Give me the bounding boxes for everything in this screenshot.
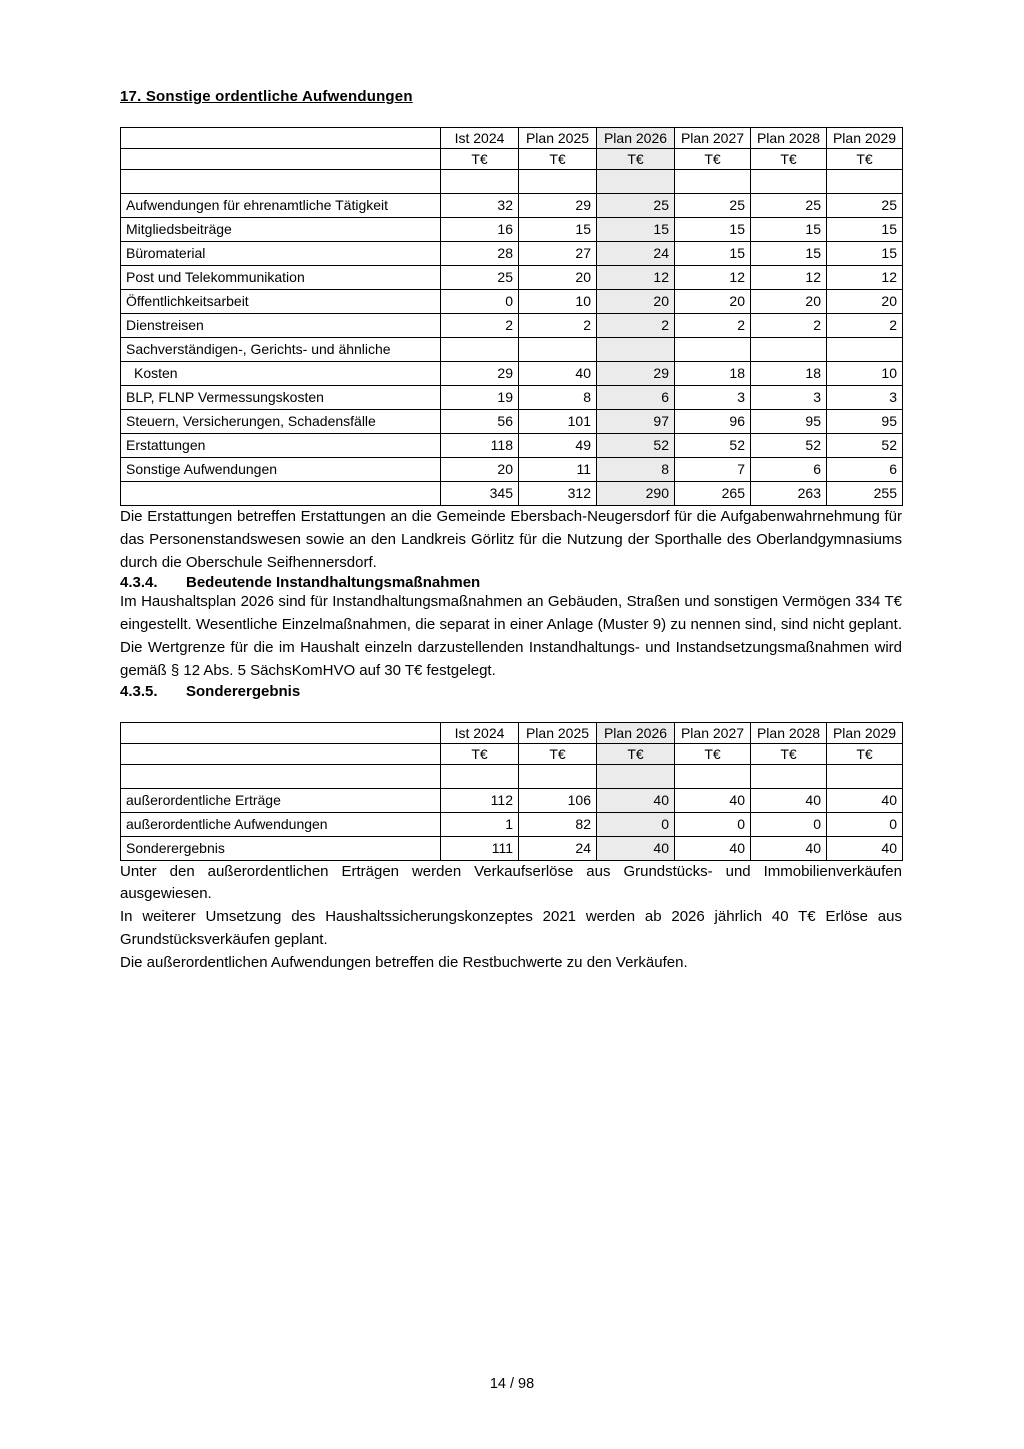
row-value: 95 [751,410,827,434]
row-value: 20 [827,290,903,314]
heading-4-3-5 [120,683,902,700]
paragraph-instandhaltung: Im Haushaltsplan 2026 sind für Instandhaltungsmaßnahmen an Gebäuden, Straßen und sonstigen Vermögen 334 T€ eingestellt. Wesentliche Einzelmaßnahmen, die separat in einer Anlage (Muster 9) zu nennen sind, sind nicht geplant. Die Wertgrenze für die im Haushalt einzeln darzustellenden Instandhaltungs- und Instandsetzungsmaßnahmen wird gemäß § 12 Abs. 5 SächsKomHVO auf 30 T€ festgelegt. [120,593,902,679]
unit-cell-2: T€ [519,743,597,764]
table-row [121,410,903,434]
unit-cell-2: T€ [519,149,597,170]
row-value: 20 [751,290,827,314]
row-value: 20 [597,290,675,314]
heading-4-3-5-text: Sonderergebnis [186,682,301,700]
spacer-cell [441,764,519,788]
row-value [441,338,519,362]
row-value: 40 [827,788,903,812]
total-value: 111 [441,836,519,860]
header-cell-plan-2029: Plan 2029 [827,128,903,149]
row-value: 19 [441,386,519,410]
row-value: 20 [675,290,751,314]
header-cell-plan-2028: Plan 2028 [751,128,827,149]
row-value: 52 [597,434,675,458]
header-cell-plan-2025: Plan 2025 [519,128,597,149]
table-header-row [121,128,903,149]
table-spacer-row [121,170,903,194]
row-value: 29 [597,362,675,386]
row-label: Dienstreisen [121,314,441,338]
row-value: 12 [597,266,675,290]
row-label: Aufwendungen für ehrenamtliche Tätigkeit [121,194,441,218]
row-label: Büromaterial [121,242,441,266]
total-value: 40 [675,836,751,860]
row-value: 0 [441,290,519,314]
table-header-row [121,722,903,743]
table-row [121,812,903,836]
row-value: 20 [441,458,519,482]
row-value: 25 [675,194,751,218]
table-row [121,266,903,290]
row-value: 96 [675,410,751,434]
spacer-cell [675,170,751,194]
row-value: 112 [441,788,519,812]
row-value: 40 [519,362,597,386]
row-label: Erstattungen [121,434,441,458]
spacer-cell [121,764,441,788]
row-value: 12 [751,266,827,290]
unit-cell-4: T€ [675,743,751,764]
total-value: 263 [751,482,827,506]
row-value [675,338,751,362]
header-cell-plan-2026: Plan 2026 [597,128,675,149]
row-value: 40 [751,788,827,812]
row-value: 97 [597,410,675,434]
heading-4-3-4-text: Bedeutende Instandhaltungsmaßnahmen [186,574,481,592]
row-value: 2 [597,314,675,338]
unit-cell-empty [121,743,441,764]
total-value: 290 [597,482,675,506]
row-value: 101 [519,410,597,434]
row-value: 10 [519,290,597,314]
row-label: Sonstige Aufwendungen [121,458,441,482]
spacer-cell [597,764,675,788]
row-value: 52 [751,434,827,458]
total-label: Sonderergebnis [121,836,441,860]
table-sonstige-ordentliche-aufwendungen [120,127,903,506]
row-value: 2 [519,314,597,338]
table-unit-row [121,743,903,764]
row-value: 118 [441,434,519,458]
total-value: 40 [827,836,903,860]
table-row [121,434,903,458]
total-value: 255 [827,482,903,506]
row-value: 106 [519,788,597,812]
row-label: Post und Telekommunikation [121,266,441,290]
header-cell-empty [121,128,441,149]
spacer-cell [827,764,903,788]
paragraph-haushaltssicherung: In weiterer Umsetzung des Haushaltssicherungskonzeptes 2021 werden ab 2026 jährlich 40 T€ Erlöse aus Grundstücksverkäufen geplant. [120,908,902,948]
row-value: 6 [751,458,827,482]
row-value: 56 [441,410,519,434]
row-value: 32 [441,194,519,218]
unit-cell-3: T€ [597,743,675,764]
unit-cell-6: T€ [827,743,903,764]
row-value: 15 [519,218,597,242]
table-row [121,386,903,410]
unit-cell-4: T€ [675,149,751,170]
spacer-cell [441,170,519,194]
row-value: 7 [675,458,751,482]
row-label: außerordentliche Erträge [121,788,441,812]
table-total-row [121,836,903,860]
row-label: außerordentliche Aufwendungen [121,812,441,836]
row-value: 49 [519,434,597,458]
row-value: 15 [751,242,827,266]
unit-cell-1: T€ [441,149,519,170]
spacer-cell [519,170,597,194]
header-cell-empty [121,722,441,743]
paragraph-erstattungen: Die Erstattungen betreffen Erstattungen an die Gemeinde Ebersbach-Neugersdorf für die Aufgabenwahrnehmung für das Personenstandswesen sowie an den Landkreis Görlitz für die Nutzung der Sporthalle des Oberlandgymnasiums durch die Oberschule Seifhennersdorf. [120,508,902,571]
spacer-cell [597,170,675,194]
table-sonderergebnis [120,722,903,861]
row-value [827,338,903,362]
row-value: 2 [827,314,903,338]
page-title: 17. Sonstige ordentliche Aufwendungen [120,88,413,105]
row-value: 40 [675,788,751,812]
row-value: 1 [441,812,519,836]
row-value: 15 [675,242,751,266]
table-row [121,458,903,482]
paragraph-restbuchwerte: Die außerordentlichen Aufwendungen betreffen die Restbuchwerte zu den Verkäufen. [120,953,688,971]
heading-4-3-4-number: 4.3.4. [120,574,158,592]
row-value: 0 [597,812,675,836]
row-value: 25 [597,194,675,218]
row-value: 29 [441,362,519,386]
table-spacer-row [121,764,903,788]
total-value: 265 [675,482,751,506]
unit-cell-1: T€ [441,743,519,764]
row-value: 12 [827,266,903,290]
row-value: 11 [519,458,597,482]
row-value: 3 [827,386,903,410]
total-value: 40 [751,836,827,860]
row-value: 0 [827,812,903,836]
row-value: 25 [441,266,519,290]
row-value: 3 [751,386,827,410]
row-value: 24 [597,242,675,266]
row-value: 8 [597,458,675,482]
row-value: 18 [751,362,827,386]
row-value [519,338,597,362]
row-value: 10 [827,362,903,386]
table-unit-row [121,149,903,170]
spacer-cell [675,764,751,788]
row-value: 25 [827,194,903,218]
total-label [121,482,441,506]
row-label: Mitgliedsbeiträge [121,218,441,242]
table-row [121,338,903,362]
unit-cell-5: T€ [751,743,827,764]
unit-cell-5: T€ [751,149,827,170]
table-total-row [121,482,903,506]
unit-cell-3: T€ [597,149,675,170]
row-label: Sachverständigen-, Gerichts- und ähnliche [121,338,441,362]
row-value: 52 [827,434,903,458]
table-row [121,218,903,242]
row-label: Kosten [134,365,178,381]
row-value: 2 [675,314,751,338]
table-row [121,290,903,314]
table-row [121,362,903,386]
total-value: 40 [597,836,675,860]
row-value: 15 [675,218,751,242]
row-value: 52 [675,434,751,458]
row-value: 28 [441,242,519,266]
spacer-cell [121,170,441,194]
row-label: BLP, FLNP Vermessungskosten [121,386,441,410]
row-value: 0 [751,812,827,836]
row-value: 20 [519,266,597,290]
row-value: 15 [751,218,827,242]
unit-cell-empty [121,149,441,170]
header-cell-plan-2026: Plan 2026 [597,722,675,743]
spacer-cell [519,764,597,788]
total-value: 345 [441,482,519,506]
header-cell-plan-2028: Plan 2028 [751,722,827,743]
row-value: 29 [519,194,597,218]
spacer-cell [827,170,903,194]
page-content [120,88,902,975]
row-value: 15 [827,218,903,242]
header-cell-plan-2025: Plan 2025 [519,722,597,743]
row-value: 16 [441,218,519,242]
table-row [121,242,903,266]
heading-4-3-5-number: 4.3.5. [120,682,158,700]
row-value: 0 [675,812,751,836]
row-value: 40 [597,788,675,812]
page-footer: 14 / 98 [489,1376,535,1392]
header-cell-ist-2024: Ist 2024 [441,128,519,149]
row-value: 8 [519,386,597,410]
table-row [121,194,903,218]
table-row [121,788,903,812]
heading-4-3-4 [120,574,902,591]
row-value: 95 [827,410,903,434]
header-cell-plan-2027: Plan 2027 [675,722,751,743]
row-value: 6 [597,386,675,410]
row-value: 18 [675,362,751,386]
row-value: 2 [751,314,827,338]
header-cell-plan-2029: Plan 2029 [827,722,903,743]
row-value: 2 [441,314,519,338]
table-row [121,314,903,338]
unit-cell-6: T€ [827,149,903,170]
row-label: Öffentlichkeitsarbeit [121,290,441,314]
row-value: 12 [675,266,751,290]
total-value: 312 [519,482,597,506]
row-value: 27 [519,242,597,266]
spacer-cell [751,170,827,194]
row-value: 25 [751,194,827,218]
header-cell-plan-2027: Plan 2027 [675,128,751,149]
row-label: Steuern, Versicherungen, Schadensfälle [121,410,441,434]
row-value: 15 [827,242,903,266]
total-value: 24 [519,836,597,860]
row-value: 82 [519,812,597,836]
row-value: 6 [827,458,903,482]
paragraph-ausserordentliche-ertraege: Unter den außerordentlichen Erträgen werden Verkaufserlöse aus Grundstücks- und Immobilienverkäufen ausgewiesen. [120,862,902,903]
header-cell-ist-2024: Ist 2024 [441,722,519,743]
row-value: 3 [675,386,751,410]
spacer-cell [751,764,827,788]
row-value [751,338,827,362]
row-value [597,338,675,362]
row-value: 15 [597,218,675,242]
